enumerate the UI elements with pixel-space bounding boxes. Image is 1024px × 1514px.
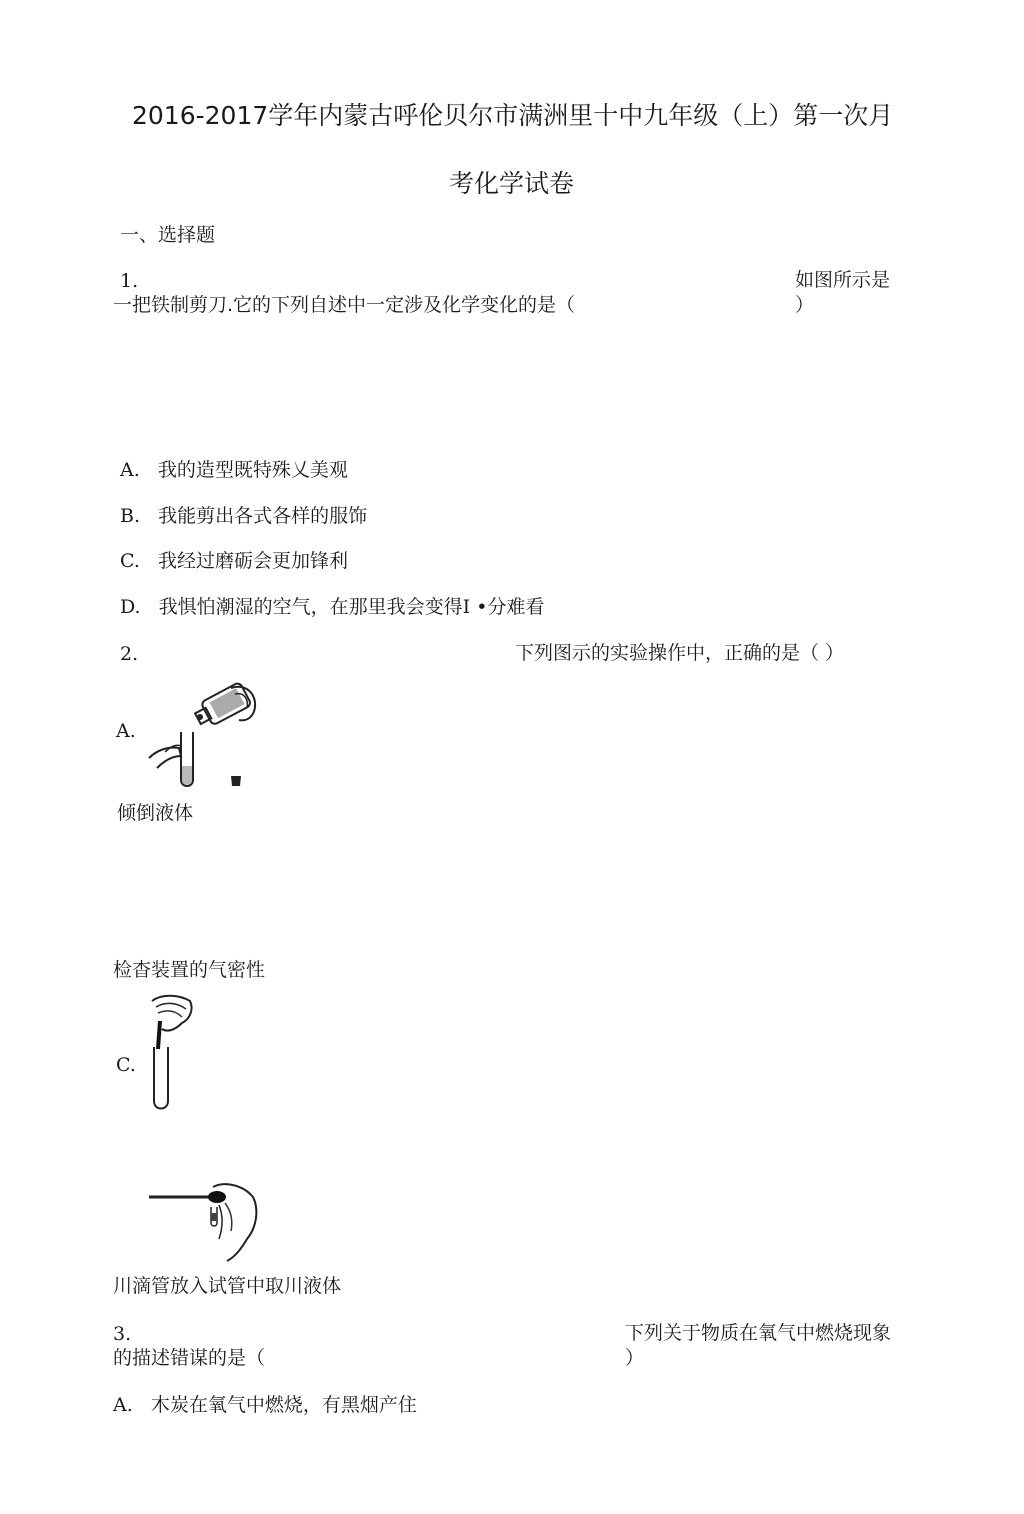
q1-option-d [120,598,544,617]
option-label: A. [113,1394,133,1416]
option-label: B. [120,505,141,527]
option-text: 我的造型既特殊乂美观 [157,459,348,481]
q3-option-a [113,1396,417,1415]
option-text: 木炭在氧气中燃烧，有黑烟产住 [150,1394,417,1416]
page-title-line1: 2016-2017学年内蒙古呼伦贝尔市满洲里十中九年级（上）第一次月 [132,101,894,130]
option-text: 我惧怕潮湿的空气，在那里我会变得I •分难看 [158,596,545,618]
dropper-hand-illustration [147,1183,262,1263]
pouring-liquid-illustration [143,680,258,792]
q1-option-b [120,507,367,526]
option-text: 我能剪出各式各样的服饰 [158,505,368,527]
q2-option-c-label: C. [116,1054,136,1076]
q3-close-paren: ） [625,1347,645,1369]
q1-option-c [120,552,348,571]
q2-option-a-caption: 倾倒液体 [117,802,194,824]
q3-number: 3. [113,1323,132,1345]
option-label: D. [120,596,141,618]
option-label: C. [120,550,140,572]
q2-number: 2. [120,643,139,665]
q1-close-paren: ） [795,294,815,316]
q1-option-a [120,461,348,480]
option-text: 我经过磨砺会更加锋利 [157,550,348,572]
q2-option-d-caption: 川滴管放入试管中取川液体 [113,1275,342,1297]
q3-stem-right: 下列关于物质在氧气中燃烧现象 [625,1322,892,1344]
q2-option-b-caption: 检杳装置的气密性 [113,959,266,981]
q3-stem-line2: 的描述错谋的是（ [113,1347,266,1369]
q1-stem-line2: 一把铁制剪刀.它的下列自述中一定涉及化学变化的是（ [113,294,576,316]
q2-option-a-label: A. [116,720,136,742]
q2-stem: 下列图示的实验操作中，正确的是（ ） [515,642,845,664]
q1-stem-right: 如图所示是 [795,269,891,291]
q1-number: 1. [120,270,139,292]
page-title-line2: 考化学试卷 [449,169,575,198]
option-label: A. [120,459,140,481]
test-tube-hand-illustration [146,993,198,1113]
section-heading: 一、选择题 [120,224,216,246]
